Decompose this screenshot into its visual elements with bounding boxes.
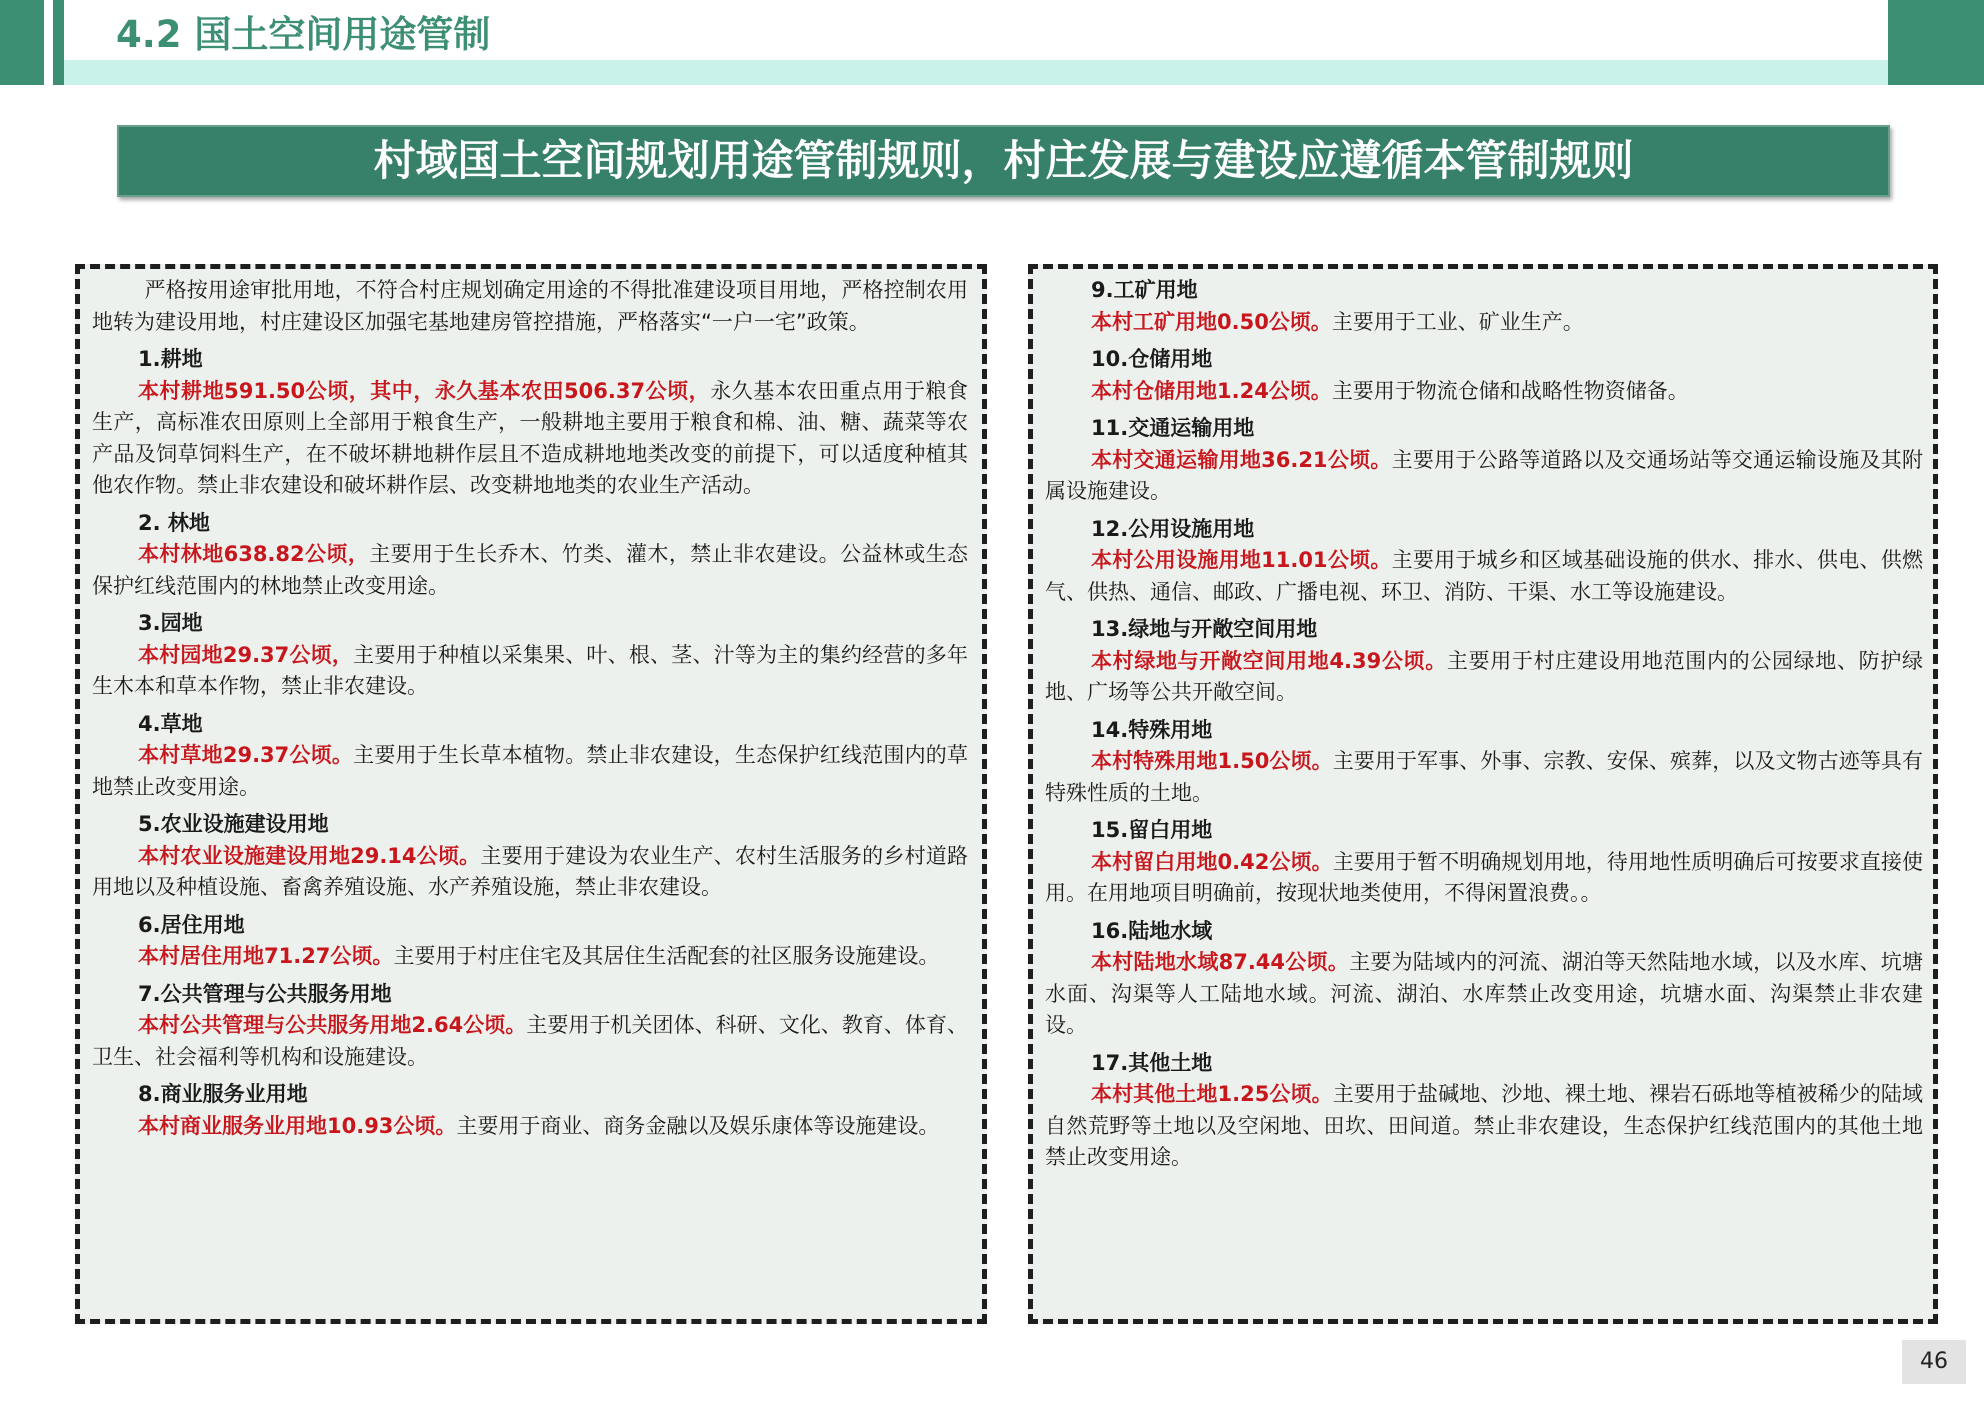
item-highlight: 本村林地638.82公顷， bbox=[138, 542, 370, 566]
item-body: 主要用于种植以采集果、叶、根、茎、汁等为主的集约经营的多年生木本和草本作物，禁止非农建设。 bbox=[92, 642, 968, 698]
item-highlight: 本村农业设施建设用地29.14公顷。 bbox=[138, 843, 481, 868]
item-body: 主要用于生长草本植物。禁止非农建设，生态保护红线范围内的草地禁止改变用途。 bbox=[92, 743, 968, 799]
item-body: 主要用于城乡和区域基础设施的供水、排水、供电、供燃气、供热、通信、邮政、广播电视、环卫、消防、干渠、水工等设施建设。 bbox=[1045, 548, 1923, 604]
item-body: 主要用于公路等道路以及交通场站等交通运输设施及其附属设施建设。 bbox=[1045, 447, 1923, 503]
item-paragraph bbox=[1045, 445, 1923, 508]
item-heading: 3.园地 bbox=[138, 611, 203, 635]
item-heading: 10.仓储用地 bbox=[1091, 347, 1213, 371]
item-heading: 7.公共管理与公共服务用地 bbox=[138, 981, 392, 1006]
item-paragraph bbox=[1045, 1079, 1923, 1174]
item-body: 主要用于机关团体、科研、文化、教育、体育、卫生、社会福利等机构和设施建设。 bbox=[92, 1013, 968, 1069]
item-paragraph bbox=[92, 941, 968, 973]
header-accent-bar-right bbox=[1888, 0, 1984, 85]
item-paragraph bbox=[92, 640, 968, 703]
item-highlight: 本村交通运输用地36.21公顷。 bbox=[1091, 447, 1392, 472]
item-body: 主要用于商业、商务金融以及娱乐康体等设施建设。 bbox=[456, 1113, 940, 1138]
item-heading: 17.其他土地 bbox=[1091, 1050, 1213, 1075]
header-accent-bar bbox=[0, 0, 44, 85]
item-body: 主要用于盐碱地、沙地、裸土地、裸岩石砾地等植被稀少的陆域自然荒野等土地以及空闲地、田坎、田间道。禁止非农建设，生态保护红线范围内的其他土地禁止改变用途。 bbox=[1045, 1082, 1924, 1169]
item-heading: 12.公用设施用地 bbox=[1091, 516, 1255, 541]
item-paragraph bbox=[92, 740, 968, 803]
item-highlight: 本村公共管理与公共服务用地2.64公顷。 bbox=[138, 1013, 527, 1037]
item-highlight: 本村留白用地0.42公顷。 bbox=[1091, 849, 1333, 874]
item-heading: 11.交通运输用地 bbox=[1091, 416, 1255, 440]
item-heading: 16.陆地水域 bbox=[1091, 918, 1213, 943]
item-heading: 14.特殊用地 bbox=[1091, 717, 1213, 742]
item-highlight: 本村公用设施用地11.01公顷。 bbox=[1091, 548, 1392, 572]
item-body: 主要用于暂不明确规划用地，待用地性质明确后可按要求直接使用。在用地项目明确前，按现状地类使用，不得闲置浪费。。 bbox=[1045, 849, 1924, 905]
item-paragraph bbox=[1045, 307, 1923, 339]
item-paragraph bbox=[92, 1111, 968, 1143]
item-highlight: 本村耕地591.50公顷，其中，永久基本农田506.37公顷， bbox=[138, 378, 711, 403]
item-paragraph bbox=[92, 841, 968, 904]
item-paragraph bbox=[1045, 646, 1923, 709]
item-highlight: 本村仓储用地1.24公顷。 bbox=[1091, 378, 1332, 403]
banner-title: 村域国土空间规划用途管制规则，村庄发展与建设应遵循本管制规则 bbox=[117, 125, 1890, 197]
item-body: 主要用于军事、外事、宗教、安保、殡葬，以及文物古迹等具有特殊性质的土地。 bbox=[1045, 749, 1924, 805]
section-title: 4.2 国土空间用途管制 bbox=[116, 13, 491, 56]
item-paragraph bbox=[1045, 847, 1923, 910]
item-heading: 15.留白用地 bbox=[1091, 818, 1213, 842]
header-strip bbox=[64, 60, 1888, 85]
item-paragraph bbox=[92, 539, 968, 602]
item-paragraph bbox=[1045, 947, 1923, 1042]
item-body: 主要用于村庄建设用地范围内的公园绿地、防护绿地、广场等公共开敞空间。 bbox=[1045, 648, 1923, 704]
item-highlight: 本村陆地水域87.44公顷。 bbox=[1091, 950, 1350, 974]
item-highlight: 本村居住用地71.27公顷。 bbox=[138, 944, 394, 968]
right-panel bbox=[1028, 264, 1938, 1324]
item-paragraph bbox=[92, 376, 968, 502]
item-paragraph bbox=[1045, 746, 1923, 809]
item-heading: 9.工矿用地 bbox=[1091, 278, 1198, 302]
item-highlight: 本村其他土地1.25公顷。 bbox=[1091, 1082, 1333, 1106]
item-heading: 6.居住用地 bbox=[138, 912, 245, 937]
item-highlight: 本村工矿用地0.50公顷。 bbox=[1091, 309, 1332, 334]
item-body: 主要用于生长乔木、竹类、灌木，禁止非农建设。公益林或生态保护红线范围内的林地禁止改变用途。 bbox=[92, 542, 968, 598]
item-body: 主要为陆域内的河流、湖泊等天然陆地水域，以及水库、坑塘水面、沟渠等人工陆地水域。河流、湖泊、水库禁止改变用途，坑塘水面、沟渠禁止非农建设。 bbox=[1045, 950, 1923, 1037]
item-heading: 2. 林地 bbox=[138, 510, 210, 535]
item-body: 主要用于物流仓储和战略性物资储备。 bbox=[1331, 378, 1689, 403]
item-paragraph bbox=[1045, 545, 1923, 608]
item-paragraph bbox=[92, 1010, 968, 1073]
item-highlight: 本村商业服务业用地10.93公顷。 bbox=[138, 1113, 457, 1138]
page-number: 46 bbox=[1902, 1340, 1966, 1384]
item-heading: 13.绿地与开敞空间用地 bbox=[1091, 617, 1318, 641]
item-heading: 8.商业服务业用地 bbox=[138, 1082, 308, 1106]
item-body: 主要用于工业、矿业生产。 bbox=[1331, 309, 1584, 334]
item-highlight: 本村园地29.37公顷， bbox=[138, 642, 354, 667]
item-heading: 4.草地 bbox=[138, 711, 203, 736]
header-accent-bar-thin bbox=[53, 0, 64, 85]
intro-paragraph: 严格按用途审批用地，不符合村庄规划确定用途的不得批准建设项目用地，严格控制农用地转为建设用地，村庄建设区加强宅基地建房管控措施，严格落实“一户一宅”政策。 bbox=[92, 278, 968, 334]
item-heading: 5.农业设施建设用地 bbox=[138, 812, 329, 836]
item-heading: 1.耕地 bbox=[138, 347, 203, 371]
item-highlight: 本村绿地与开敞空间用地4.39公顷。 bbox=[1091, 648, 1447, 673]
item-body: 主要用于建设为农业生产、农村生活服务的乡村道路用地以及种植设施、畜禽养殖设施、水产养殖设施，禁止非农建设。 bbox=[92, 843, 968, 899]
item-highlight: 本村特殊用地1.50公顷。 bbox=[1091, 749, 1333, 773]
item-highlight: 本村草地29.37公顷。 bbox=[138, 743, 354, 767]
item-body: 主要用于村庄住宅及其居住生活配套的社区服务设施建设。 bbox=[393, 944, 940, 968]
item-body: 永久基本农田重点用于粮食生产，高标准农田原则上全部用于粮食生产，一般耕地主要用于粮食和棉、油、糖、蔬菜等农产品及饲草饲料生产，在不破坏耕地耕作层且不造成耕地地类改变的前提下，可以适度种植其他农作物。禁止非农建设和破坏耕作层、改变耕地地类的农业生产活动。 bbox=[92, 378, 969, 497]
left-panel bbox=[75, 264, 987, 1324]
item-paragraph bbox=[1045, 376, 1923, 408]
